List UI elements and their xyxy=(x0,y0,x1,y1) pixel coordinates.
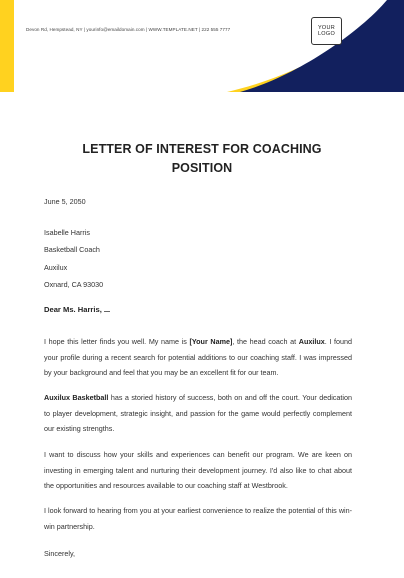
navy-curve-accent xyxy=(240,0,404,92)
salutation-underline-mark xyxy=(104,311,110,312)
letter-title xyxy=(40,140,364,178)
contact-line: Devon Rd, Hempstead, NY | yourinfo@emaildomain.com | WWW.TEMPLATE.NET | 222 555 7777 xyxy=(26,27,231,32)
recipient-address: Oxnard, CA 93030 xyxy=(44,280,104,289)
logo-text-line-1: YOUR xyxy=(317,24,336,31)
letter-date: June 5, 2050 xyxy=(44,197,86,206)
recipient-organization: Auxilux xyxy=(44,263,68,272)
yellow-left-bar xyxy=(0,0,14,92)
p2-bold-team: Auxilux Basketball xyxy=(44,393,109,402)
paragraph-4: I look forward to hearing from you at your earliest convenience to realize the potential of this win-win partnership. xyxy=(44,506,352,531)
closing xyxy=(44,549,75,558)
header-decoration xyxy=(0,0,404,92)
paragraph-2 xyxy=(44,390,352,437)
p2-text: has a storied history of success, both on and off the court. Your dedication to player development, strategic insight, and passion for the game would perfectly complement our existing strengths. xyxy=(44,393,352,433)
p1-text-b: , the head coach at xyxy=(232,337,299,346)
p1-text-a: I hope this letter finds you well. My name is xyxy=(44,337,190,346)
logo-placeholder xyxy=(311,17,342,45)
closing-text: Sincerely, xyxy=(44,549,76,558)
paragraph-3: I want to discuss how your skills and experiences can benefit our program. We are keen on investing in emerging talent and nurturing their development journey. I'd also like to chat about the opportunities and resources available to our coaching staff at Westbrook. xyxy=(44,450,352,490)
title-line-2: POSITION xyxy=(171,161,233,175)
salutation xyxy=(44,305,110,314)
paragraph-1 xyxy=(44,334,352,381)
recipient-name: Isabelle Harris xyxy=(44,228,90,237)
recipient-role: Basketball Coach xyxy=(44,245,100,254)
p1-your-name: [Your Name] xyxy=(189,337,233,346)
p1-text-c: . I found your profile during a recent search for potential additions to our coaching staff. I was impressed by your background and feel that you may be an excellent fit for our team. xyxy=(44,337,353,377)
salutation-text: Dear Ms. Harris, xyxy=(44,305,102,314)
title-line-1: LETTER OF INTEREST FOR COACHING xyxy=(82,142,322,156)
p1-org: Auxilux xyxy=(298,337,325,346)
logo-text-line-2: LOGO xyxy=(317,31,336,37)
